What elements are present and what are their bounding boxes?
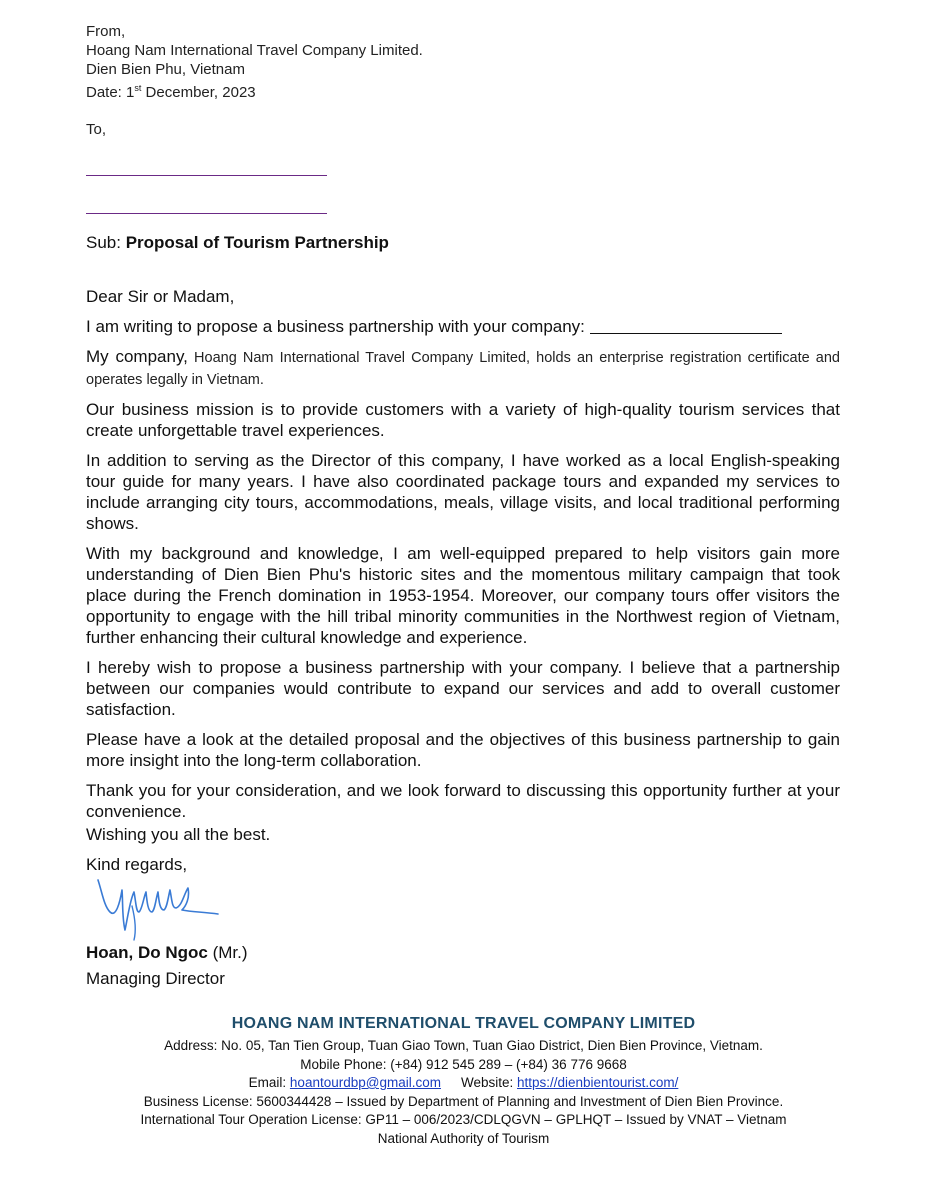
signer-honorific: (Mr.) bbox=[207, 943, 248, 962]
to-label: To, bbox=[86, 121, 107, 138]
signer-name-line bbox=[86, 940, 248, 966]
signer-title: Managing Director bbox=[86, 969, 225, 988]
date-sup: st bbox=[134, 83, 142, 93]
footer-business-license: Business License: 5600344428 – Issued by Department of Planning and Investment of Dien Bien Province. bbox=[143, 1093, 784, 1109]
email-label: Email: bbox=[248, 1075, 290, 1090]
recipient-line-2 bbox=[86, 213, 327, 214]
letterhead-footer bbox=[0, 1015, 927, 1148]
details-paragraph: Please have a look at the detailed proposal and the objectives of this business partnership to gain more insight into the long-term collaboration. bbox=[86, 730, 840, 770]
sender-location: Dien Bien Phu, Vietnam bbox=[86, 61, 245, 78]
subject-title: Proposal of Tourism Partnership bbox=[125, 233, 389, 252]
closing-regards: Kind regards, bbox=[86, 855, 188, 874]
signer-name: Hoan, Do Ngoc bbox=[86, 943, 208, 962]
from-label: From, bbox=[86, 23, 126, 40]
footer-tour-license-line-1: International Tour Operation License: GP11 – 006/2023/CDLQGVN – GPLHQT – Issued by VNAT – Vietnam bbox=[140, 1112, 787, 1127]
signer-block bbox=[86, 940, 248, 992]
handwritten-signature bbox=[92, 872, 227, 944]
salutation: Dear Sir or Madam, bbox=[86, 287, 235, 306]
sender-company: Hoang Nam International Travel Company Limited. bbox=[86, 42, 423, 59]
footer-address: Address: No. 05, Tan Tien Group, Tuan Giao Town, Tuan Giao District, Dien Bien Province, Vietnam. bbox=[164, 1038, 763, 1053]
company-detail: Hoang Nam International Travel Company Limited, holds an enterprise registration certificate and operates legally in Vietnam. bbox=[86, 350, 840, 388]
footer-company-name: HOANG NAM INTERNATIONAL TRAVEL COMPANY LIMITED bbox=[231, 1015, 696, 1032]
letter-date bbox=[86, 79, 423, 102]
footer-tour-license-line-2: National Authority of Tourism bbox=[377, 1130, 550, 1146]
company-blank-line bbox=[590, 319, 782, 334]
recipient-line-1 bbox=[86, 175, 327, 176]
intro-text: I am writing to propose a business partnership with your company: bbox=[86, 317, 590, 336]
background-paragraph: In addition to serving as the Director of this company, I have worked as a local English-speaking tour guide for many years. I have also coordinated package tours and expanded my services to include arranging city tours, accommodations, meals, village visits, and local traditional performing shows. bbox=[86, 451, 840, 533]
thanks-paragraph: Thank you for your consideration, and we look forward to discussing this opportunity further at your convenience. bbox=[86, 781, 840, 821]
website-link[interactable]: https://dienbientourist.com/ bbox=[517, 1075, 679, 1090]
letter-body bbox=[86, 286, 840, 831]
email-link[interactable]: hoantourdbp@gmail.com bbox=[289, 1075, 441, 1090]
date-suffix: December, 2023 bbox=[141, 84, 256, 101]
sender-block bbox=[86, 22, 423, 102]
subject-prefix: Sub: bbox=[86, 233, 126, 252]
website-label: Website: bbox=[460, 1075, 517, 1090]
company-paragraph bbox=[86, 346, 840, 390]
company-prefix: My company, bbox=[86, 347, 188, 366]
date-prefix: Date: 1 bbox=[86, 84, 135, 101]
closing-wish: Wishing you all the best. bbox=[86, 825, 271, 844]
footer-phone: Mobile Phone: (+84) 912 545 289 – (+84) 36 776 9668 bbox=[300, 1056, 627, 1072]
proposal-paragraph: I hereby wish to propose a business partnership with your company. I believe that a partnership between our companies would contribute to expand our services and add to overall customer satisfaction. bbox=[86, 658, 840, 719]
footer-contact bbox=[0, 1074, 927, 1093]
subject-line bbox=[86, 233, 389, 253]
intro-paragraph bbox=[86, 316, 840, 337]
knowledge-paragraph: With my background and knowledge, I am well-equipped prepared to help visitors gain more understanding of Dien Bien Phu's historic sites and the momentous military campaign that took place during the French domination in 1953-1954. Moreover, our company tours offer visitors the opportunity to engage with the hill tribal minority communities in the Northwest region of Vietnam, further enhancing their cultural knowledge and experience. bbox=[86, 544, 840, 647]
mission-paragraph: Our business mission is to provide customers with a variety of high-quality tourism services that create unforgettable travel experiences. bbox=[86, 400, 840, 440]
